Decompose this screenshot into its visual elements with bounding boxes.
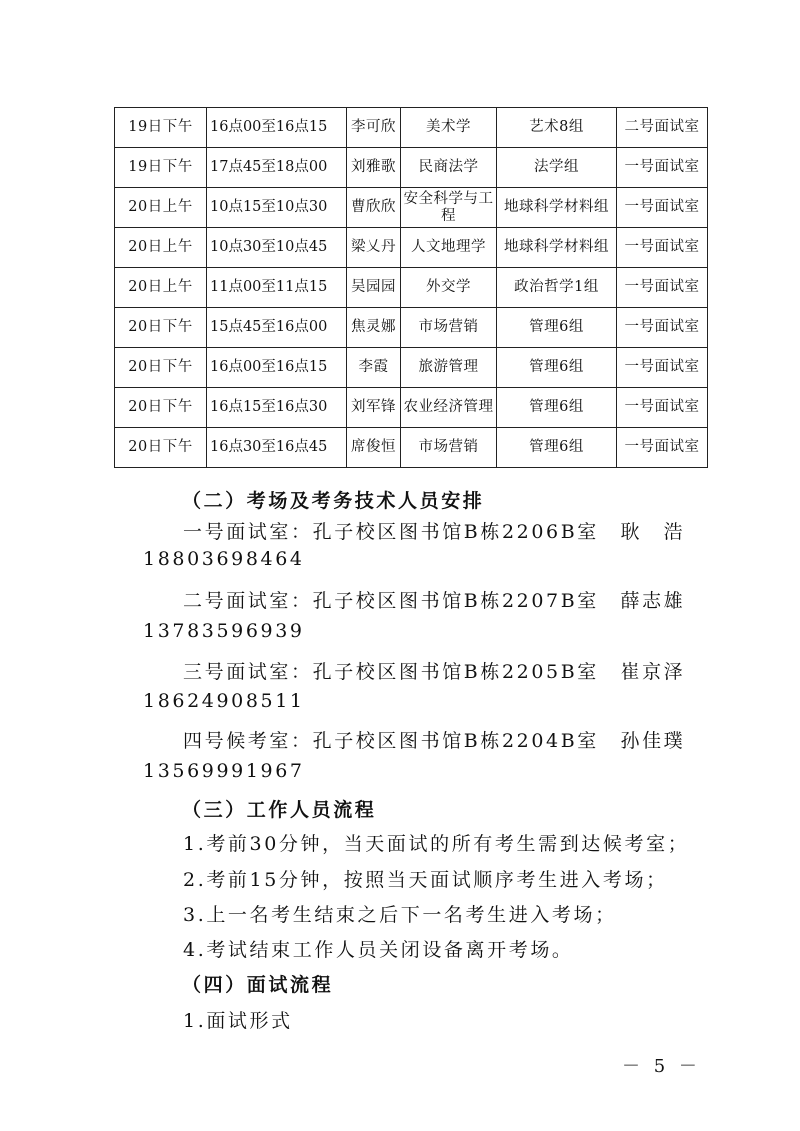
time-cell: 11点00至11点15 [207,268,347,308]
room-cell: 一号面试室 [617,228,708,268]
name-cell: 焦灵娜 [347,308,401,348]
section-4-heading: （四）面试流程 [182,974,334,996]
time-cell: 17点45至18点00 [207,148,347,188]
time-cell: 16点15至16点30 [207,388,347,428]
major-cell: 市场营销 [401,428,497,468]
room2-line: 二号面试室：孔子校区图书馆B栋2207B室 薛志雄 [183,590,686,612]
time-cell: 16点30至16点45 [207,428,347,468]
step-3: 3.上一名考生结束之后下一名考生进入考场； [183,904,617,926]
table-row [115,428,708,468]
table-row [115,308,708,348]
room-cell: 二号面试室 [617,108,708,148]
name-cell: 吴园园 [347,268,401,308]
group-cell: 艺术8组 [497,108,617,148]
time-cell: 16点00至16点15 [207,108,347,148]
date-cell: 20日上午 [115,188,207,228]
room-cell: 一号面试室 [617,428,708,468]
room1-line: 一号面试室：孔子校区图书馆B栋2206B室 耿 浩 [183,521,686,543]
major-cell: 外交学 [401,268,497,308]
major-cell: 美术学 [401,108,497,148]
group-cell: 法学组 [497,148,617,188]
step-2: 2.考前15分钟，按照当天面试顺序考生进入考场； [183,869,668,891]
group-cell: 地球科学材料组 [497,228,617,268]
major-cell: 人文地理学 [401,228,497,268]
room-cell: 一号面试室 [617,188,708,228]
table-row [115,268,708,308]
room-cell: 一号面试室 [617,308,708,348]
schedule-table-body [115,108,708,468]
time-cell: 16点00至16点15 [207,348,347,388]
group-cell: 管理6组 [497,308,617,348]
section-4-item-1: 1.面试形式 [183,1010,293,1032]
section-2-heading: （二）考场及考务技术人员安排 [182,490,485,512]
table-row [115,188,708,228]
group-cell: 管理6组 [497,388,617,428]
table-row [115,228,708,268]
table-row [115,148,708,188]
major-cell: 农业经济管理 [401,388,497,428]
name-cell: 李可欣 [347,108,401,148]
major-cell: 民商法学 [401,148,497,188]
date-cell: 20日下午 [115,428,207,468]
table-row [115,108,708,148]
name-cell: 李霞 [347,348,401,388]
date-cell: 20日下午 [115,348,207,388]
major-cell: 旅游管理 [401,348,497,388]
name-cell: 曹欣欣 [347,188,401,228]
room4-phone: 13569991967 [143,760,305,782]
group-cell: 地球科学材料组 [497,188,617,228]
room-cell: 一号面试室 [617,348,708,388]
date-cell: 20日下午 [115,308,207,348]
step-1: 1.考前30分钟，当天面试的所有考生需到达候考室； [183,833,690,855]
date-cell: 20日下午 [115,388,207,428]
room-cell: 一号面试室 [617,148,708,188]
table-row [115,348,708,388]
room1-phone: 18803698464 [143,548,305,570]
name-cell: 席俊恒 [347,428,401,468]
room3-phone: 18624908511 [143,690,305,712]
step-4: 4.考试结束工作人员关闭设备离开考场。 [183,939,574,961]
group-cell: 管理6组 [497,348,617,388]
section-3-heading: （三）工作人员流程 [182,799,377,821]
page-number: － 5 － [622,1056,701,1077]
time-cell: 10点15至10点30 [207,188,347,228]
room3-line: 三号面试室：孔子校区图书馆B栋2205B室 崔京泽 [183,661,686,683]
name-cell: 刘军锋 [347,388,401,428]
date-cell: 20日上午 [115,268,207,308]
major-cell: 安全科学与工程 [401,188,497,228]
group-cell: 政治哲学1组 [497,268,617,308]
major-cell: 市场营销 [401,308,497,348]
table-row [115,388,708,428]
room2-phone: 13783596939 [143,620,305,642]
room-cell: 一号面试室 [617,268,708,308]
name-cell: 刘雅歌 [347,148,401,188]
date-cell: 19日下午 [115,108,207,148]
date-cell: 19日下午 [115,148,207,188]
time-cell: 10点30至10点45 [207,228,347,268]
time-cell: 15点45至16点00 [207,308,347,348]
schedule-table [114,107,708,468]
room-cell: 一号面试室 [617,388,708,428]
room4-line: 四号候考室：孔子校区图书馆B栋2204B室 孙佳璞 [183,730,686,752]
name-cell: 梁乂丹 [347,228,401,268]
date-cell: 20日上午 [115,228,207,268]
group-cell: 管理6组 [497,428,617,468]
